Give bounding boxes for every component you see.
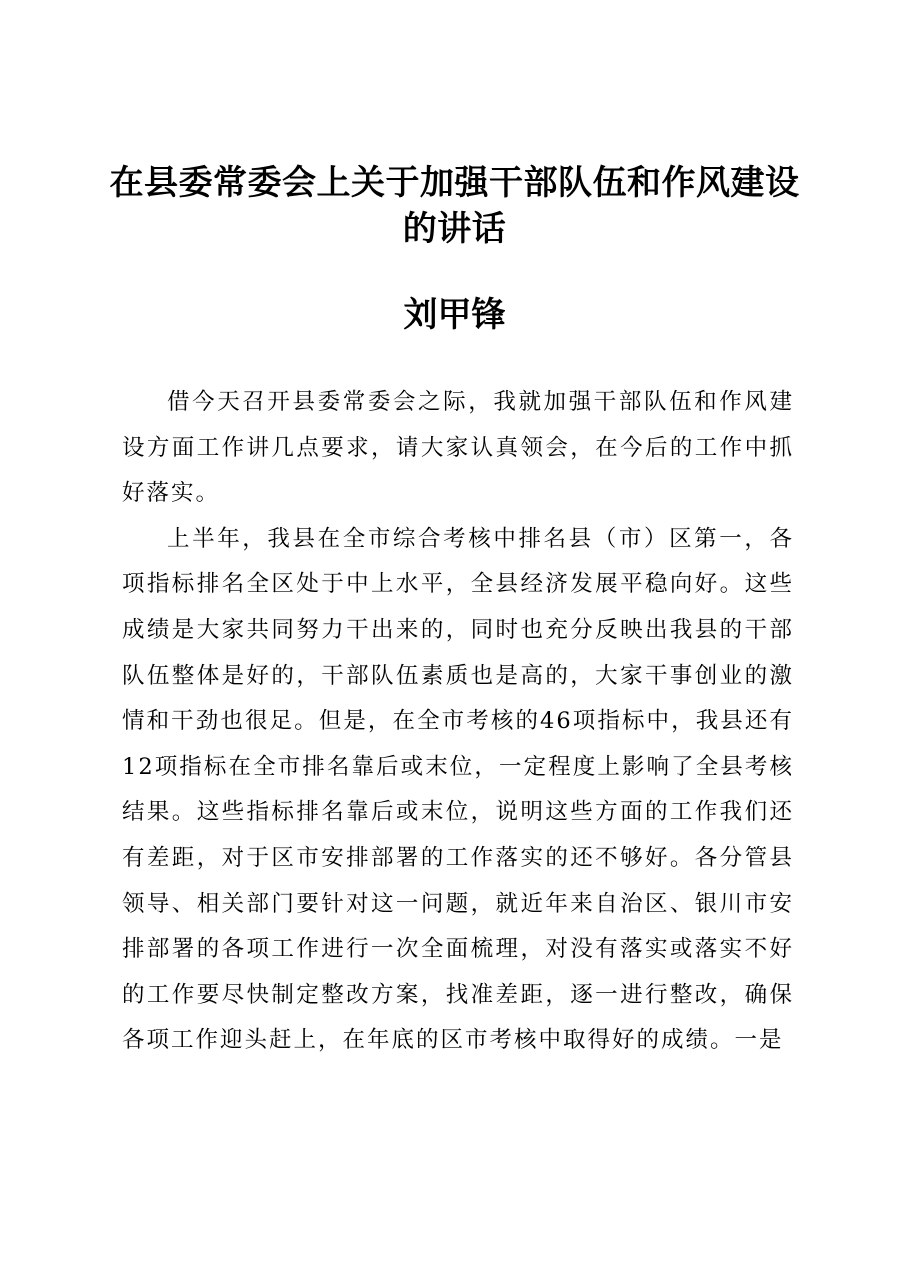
paragraph: 借今天召开县委常委会之际，我就加强干部队伍和作风建设方面工作讲几点要求，请大家认真领会，在今后的工作中抓好落实。 [122,389,794,507]
document-title: 在县委常委会上关于加强干部队伍和作风建设的讲话 [109,163,800,249]
document-author: 刘甲锋 [403,295,506,335]
paragraph: 上半年，我县在全市综合考核中排名县（市）区第一，各项指标排名全区处于中上水平，全县经济发展平稳向好。这些成绩是大家共同努力干出来的，同时也充分反映出我县的干部队伍整体是好的，干部队伍素质也是高的，大家干事创业的激情和干劲也很足。但是，在全市考核的46项指标中，我县还有12项指标在全市排名靠后或末位，一定程度上影响了全县考核结果。这些指标排名靠后或末位，说明这些方面的工作我们还有差距，对于区市安排部署的工作落实的还不够好。各分管县领导、相关部门要针对这一问题，就近年来自治区、银川市安排部署的各项工作进行一次全面梳理，对没有落实或落实不好的工作要尽快制定整改方案，找准差距，逐一进行整改，确保各项工作迎头赶上，在年底的区市考核中取得好的成绩。一是 [122,525,794,1054]
document-body [122,380,794,1064]
